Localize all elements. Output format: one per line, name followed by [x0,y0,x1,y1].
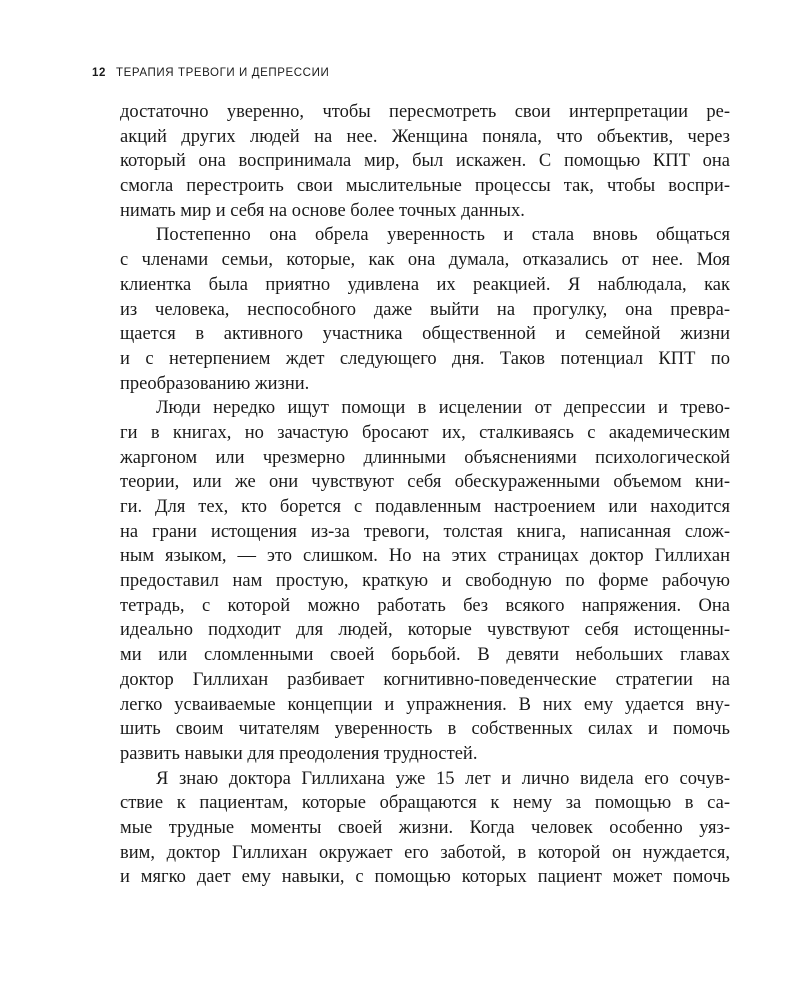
text-line: тетрадь, с которой можно работать без всякого напряжения. Она [120,595,730,616]
page-number: 12 [92,67,106,79]
text-line: и мягко дает ему навыки, с помощью которых пациент может помочь [120,867,730,888]
text-line: предоставил нам простую, краткую и свободную по форме рабочую [120,571,730,592]
paragraph-first-line: Постепенно она обрела уверенность и стала вновь общаться [156,225,730,246]
text-line: развить навыки для преодоления трудностей. [120,743,478,764]
text-line: преобразованию жизни. [120,373,310,394]
text-line: жаргоном или чрезмерно длинными объяснениями психологической [120,447,730,468]
text-line: ги. Для тех, кто борется с подавленным настроением или находится [120,497,730,517]
paragraph-first-line: Люди нередко ищут помощи в исцелении от депрессии и трево- [156,398,730,419]
text-line: нимать мир и себя на основе более точных данных. [120,200,525,221]
text-line: достаточно уверенно, чтобы пересмотреть свои интерпретации ре- [120,102,730,122]
text-line: шить своим читателям уверенность в собственных силах и помочь [120,719,730,740]
text-line: идеально подходит для людей, которые чувствуют себя истощенны- [120,620,730,641]
text-line: из человека, неспособного даже выйти на прогулку, она превра- [120,299,730,320]
text-line: теории, или же они чувствуют себя обескураженными объемом кни- [120,472,730,493]
text-line: легко усваиваемые концепции и упражнения. В них ему удается вну- [120,694,730,715]
running-title: ТЕРАПИЯ ТРЕВОГИ И ДЕПРЕССИИ [116,67,330,79]
text-line: доктор Гиллихан разбивает когнитивно-поведенческие стратегии на [120,669,730,690]
body-text [120,100,730,890]
text-line: ги в книгах, но зачастую бросают их, сталкиваясь с академическим [120,422,730,443]
text-line: ствие к пациентам, которые обращаются к нему за помощью в са- [120,793,730,814]
paragraph-first-line: Я знаю доктора Гиллихана уже 15 лет и лично видела его сочув- [156,768,730,789]
text-line: акций других людей на нее. Женщина поняла, что объектив, через [120,126,730,147]
text-line: на грани истощения из-за тревоги, толстая книга, написанная слож- [120,521,730,542]
text-line: смогла перестроить свои мыслительные процессы так, чтобы воспри- [120,176,730,197]
text-line: ми или сломленными своей борьбой. В девяти небольших главах [120,645,730,666]
text-line: вим, доктор Гиллихан окружает его заботой, в которой он нуждается, [120,842,730,863]
text-line: клиентка была приятно удивлена их реакцией. Я наблюдала, как [120,274,730,295]
running-head [92,67,329,79]
text-line: который она воспринимала мир, был искажен. С помощью КПТ она [120,151,730,172]
text-line: с членами семьи, которые, как она думала, отказались от нее. Моя [120,250,730,271]
text-line: и с нетерпением ждет следующего дня. Таков потенциал КПТ по [120,348,730,369]
text-line: мые трудные моменты своей жизни. Когда человек особенно уяз- [120,817,730,838]
text-line: ным языком, — это слишком. Но на этих страницах доктор Гиллихан [120,546,730,567]
text-line: щается в активного участника общественной и семейной жизни [120,324,730,345]
